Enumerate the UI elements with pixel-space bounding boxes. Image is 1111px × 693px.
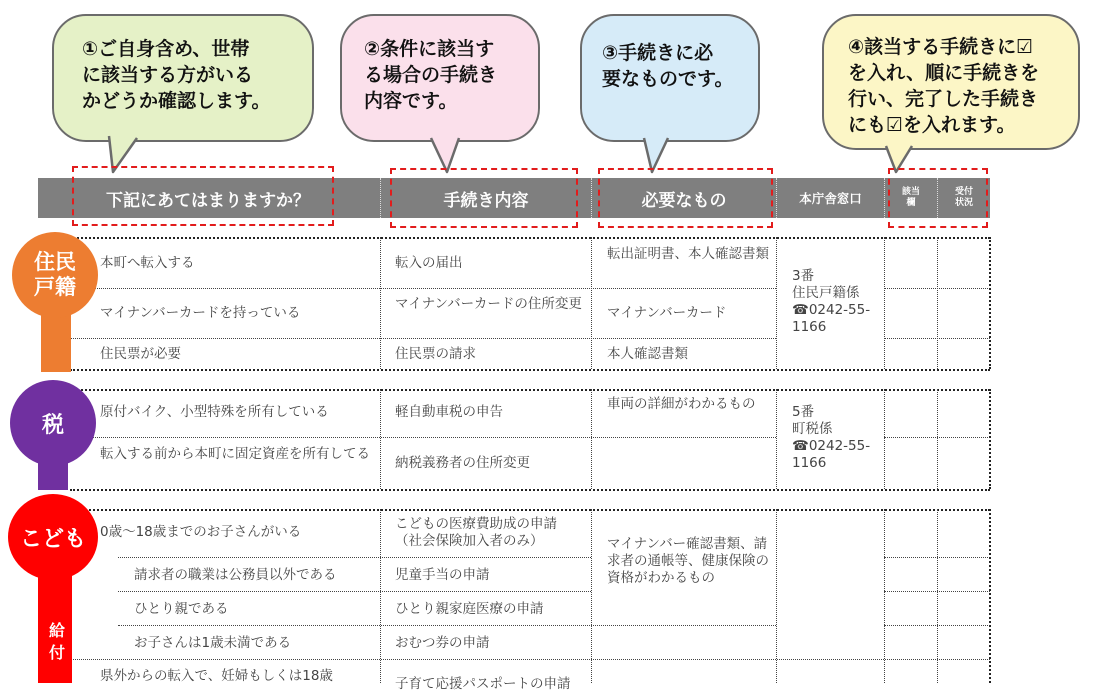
condition-text: 0歳～18歳までのお子さんがいる [100, 524, 302, 540]
reception-checkbox[interactable] [939, 239, 989, 287]
procedure-text: 住民票の請求 [395, 346, 476, 362]
header-procedure: 手続き内容 [443, 190, 529, 211]
bubble-2-line: 内容です。 [364, 90, 458, 112]
instruction-bubble-1 [52, 14, 314, 142]
procedure-text: 納税義務者の住所変更 [395, 455, 530, 471]
bubble-1-line: ①ご自身含め、世帯 [82, 38, 250, 60]
required-text: 本人確認書類 [607, 346, 688, 362]
row-divider [118, 557, 591, 558]
office-tel: ☎0242-55-1166 [792, 302, 871, 335]
condition-text: お子さんは1歳未満である [134, 635, 292, 651]
procedure-text: 転入の届出 [395, 255, 463, 271]
procedure-text: 子育て応援パスポートの申請 [395, 676, 571, 692]
category-juumin: 住民戸籍 [12, 232, 98, 318]
section-border [70, 389, 990, 391]
required-text: マイナンバーカード [607, 305, 727, 321]
procedure-text: 軽自動車税の申告 [395, 404, 503, 420]
col-divider [989, 389, 991, 489]
bubble-4-line: 行い、完了した手続き [848, 88, 1039, 110]
header-divider [776, 178, 777, 218]
col-divider [776, 389, 777, 489]
applicable-checkbox[interactable] [886, 239, 936, 287]
header-divider [884, 178, 885, 218]
condition-text: ひとり親である [134, 601, 229, 617]
office-info [792, 404, 878, 472]
office-number: 3番 [792, 268, 815, 284]
header-condition: 下記にあてはまりますか？ [106, 190, 310, 211]
bubble-4-line: を入れ、順に手続きを [848, 62, 1040, 84]
highlight-condition [72, 166, 334, 226]
section-border [70, 509, 990, 511]
col-divider [776, 509, 777, 683]
condition-text: 住民票が必要 [100, 346, 181, 362]
category-kodomo: こども [8, 494, 98, 580]
procedure-text: おむつ券の申請 [395, 635, 490, 651]
col-divider [937, 509, 938, 683]
office-section: 町税係 [792, 421, 833, 437]
office-number: 5番 [792, 404, 815, 420]
condition-text: マイナンバーカードを持っている [100, 305, 301, 321]
col-divider [380, 389, 381, 489]
highlight-checkboxes [888, 168, 988, 228]
col-divider [591, 509, 592, 683]
bubble-1-line: かどうか確認します。 [82, 90, 271, 112]
condition-text: 請求者の職業は公務員以外である [134, 567, 337, 583]
row-divider [118, 625, 776, 626]
condition-text: 原付バイク、小型特殊を所有している [100, 404, 329, 420]
highlight-required [598, 168, 773, 228]
col-divider [937, 389, 938, 489]
highlight-procedure [390, 168, 578, 228]
col-divider [989, 509, 991, 683]
row-divider [70, 437, 776, 438]
instruction-bubble-2 [340, 14, 540, 142]
row-divider [118, 591, 591, 592]
office-section: 住民戸籍係 [792, 285, 860, 301]
condition-text: 転入する前から本町に固定資産を所有してる [100, 446, 370, 462]
required-text: マイナンバー確認書類、請求者の通帳等、健康保険の資格がわかるもの [607, 536, 769, 586]
row-divider [70, 659, 990, 660]
col-divider [884, 389, 885, 489]
bubble-3-line: 要なものです。 [602, 68, 734, 90]
procedure-text: 児童手当の申請 [395, 567, 490, 583]
required-text: 車両の詳細がわかるもの [607, 396, 756, 412]
office-info [792, 268, 878, 336]
bubble-4-line: にも☑を入れます。 [848, 114, 1016, 136]
col-divider [884, 509, 885, 683]
header-divider [380, 178, 381, 218]
bubble-3-line: ③手続きに必 [602, 42, 714, 64]
header-reception: 受付状況 [954, 187, 973, 208]
required-text: 転出証明書、本人確認書類 [607, 246, 769, 262]
instruction-bubble-3 [580, 14, 760, 142]
procedure-text: ひとり親家庭医療の申請 [395, 601, 544, 617]
procedure-text: マイナンバーカードの住所変更 [395, 296, 582, 312]
col-divider [884, 237, 885, 369]
section-border [70, 237, 990, 239]
bubble-2-line: ②条件に該当す [364, 38, 495, 60]
header-required: 必要なもの [641, 190, 727, 211]
row-divider [70, 288, 776, 289]
col-divider [591, 237, 592, 369]
col-divider [989, 237, 991, 369]
col-divider [380, 237, 381, 369]
condition-text: 県外からの転入で、妊婦もしくは18歳 [100, 668, 333, 684]
category-kyufu: 給付 [48, 621, 65, 662]
header-divider [591, 178, 592, 218]
instruction-bubble-4 [822, 14, 1080, 150]
bubble-1-line: に該当する方がいる [82, 64, 254, 86]
bubble-4-line: ④該当する手続きに☑ [848, 36, 1034, 58]
section-border [70, 489, 990, 491]
procedure-text: こどもの医療費助成の申請（社会保険加入者のみ） [395, 516, 557, 549]
col-divider [591, 389, 592, 489]
office-tel: ☎0242-55-1166 [792, 438, 871, 471]
col-divider [380, 509, 381, 683]
header-office: 本庁舎窓口 [799, 191, 862, 206]
col-divider [937, 237, 938, 369]
category-zei: 税 [10, 380, 96, 466]
bubble-2-line: る場合の手続き [364, 64, 498, 86]
row-divider [70, 338, 776, 339]
col-divider [776, 237, 777, 369]
section-border [70, 369, 990, 371]
condition-text: 本町へ転入する [100, 255, 195, 271]
header-applicable: 該当欄 [901, 187, 920, 208]
